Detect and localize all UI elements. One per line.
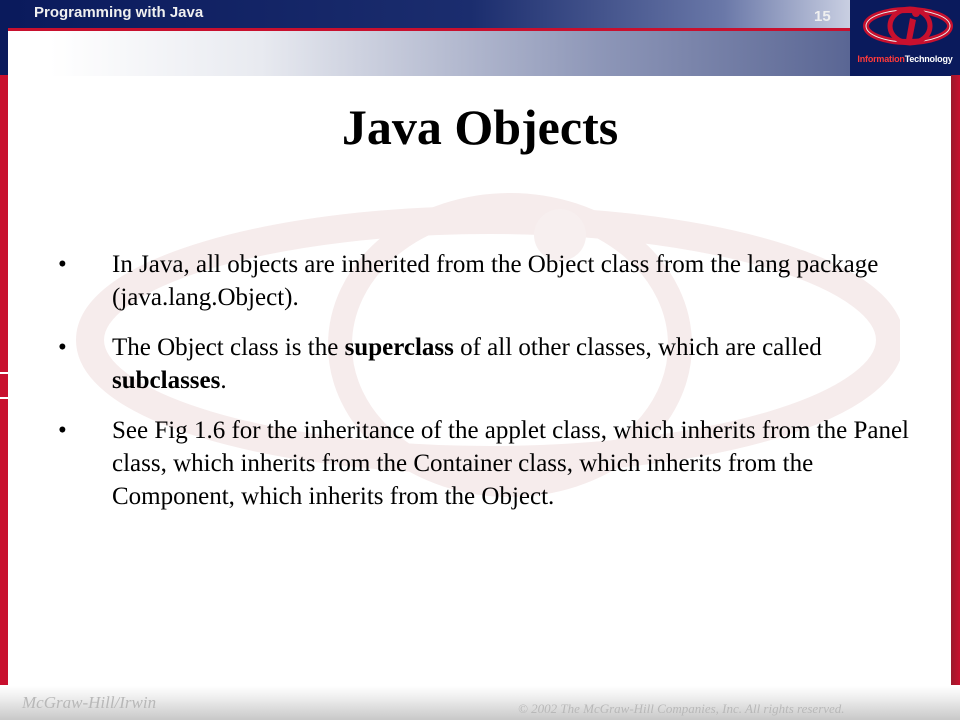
bullet-icon: • [58, 334, 67, 361]
bullet-text: of all other classes, which are called [453, 334, 822, 361]
publisher-label: McGraw-Hill/Irwin [22, 693, 157, 712]
right-accent-bar [951, 75, 960, 685]
bullet-item [58, 331, 928, 397]
bullet-icon: • [58, 417, 67, 444]
bullet-icon: • [58, 251, 67, 278]
logo-swirl-icon [850, 0, 960, 56]
logo-label-technology: Technology [904, 54, 953, 64]
logo-label-information: Information [857, 54, 905, 64]
bullet-text: . [220, 367, 227, 394]
information-technology-logo-icon [850, 0, 960, 76]
course-title: Programming with Java [34, 4, 204, 21]
bullet-text: In Java, all objects are inherited from the Object class from the lang package (java.lang.Object). [112, 251, 879, 311]
slide-title: Java Objects [341, 99, 619, 155]
bold-term-subclasses: subclasses [112, 367, 221, 394]
header-gradient [8, 31, 850, 76]
left-bar-divider [0, 372, 8, 374]
bullet-item [58, 248, 928, 314]
bold-term-superclass: superclass [344, 334, 454, 361]
bullet-text: See Fig 1.6 for the inheritance of the applet class, which inherits from the Panel class, which inherits from the Container class, which inherits from the Component, which inherits from the Object. [112, 417, 909, 510]
copyright-label: © 2002 The McGraw-Hill Companies, Inc. All rights reserved. [518, 701, 845, 716]
left-accent-bar [0, 75, 8, 685]
slide-header [0, 0, 960, 76]
logo-label [850, 54, 960, 64]
bullet-item [58, 414, 928, 513]
bullet-list [58, 248, 928, 530]
left-bar-divider [0, 397, 8, 399]
bullet-text: The Object class is the [112, 334, 345, 361]
header-left-block [0, 0, 8, 76]
slide-number: 15 [814, 8, 831, 25]
